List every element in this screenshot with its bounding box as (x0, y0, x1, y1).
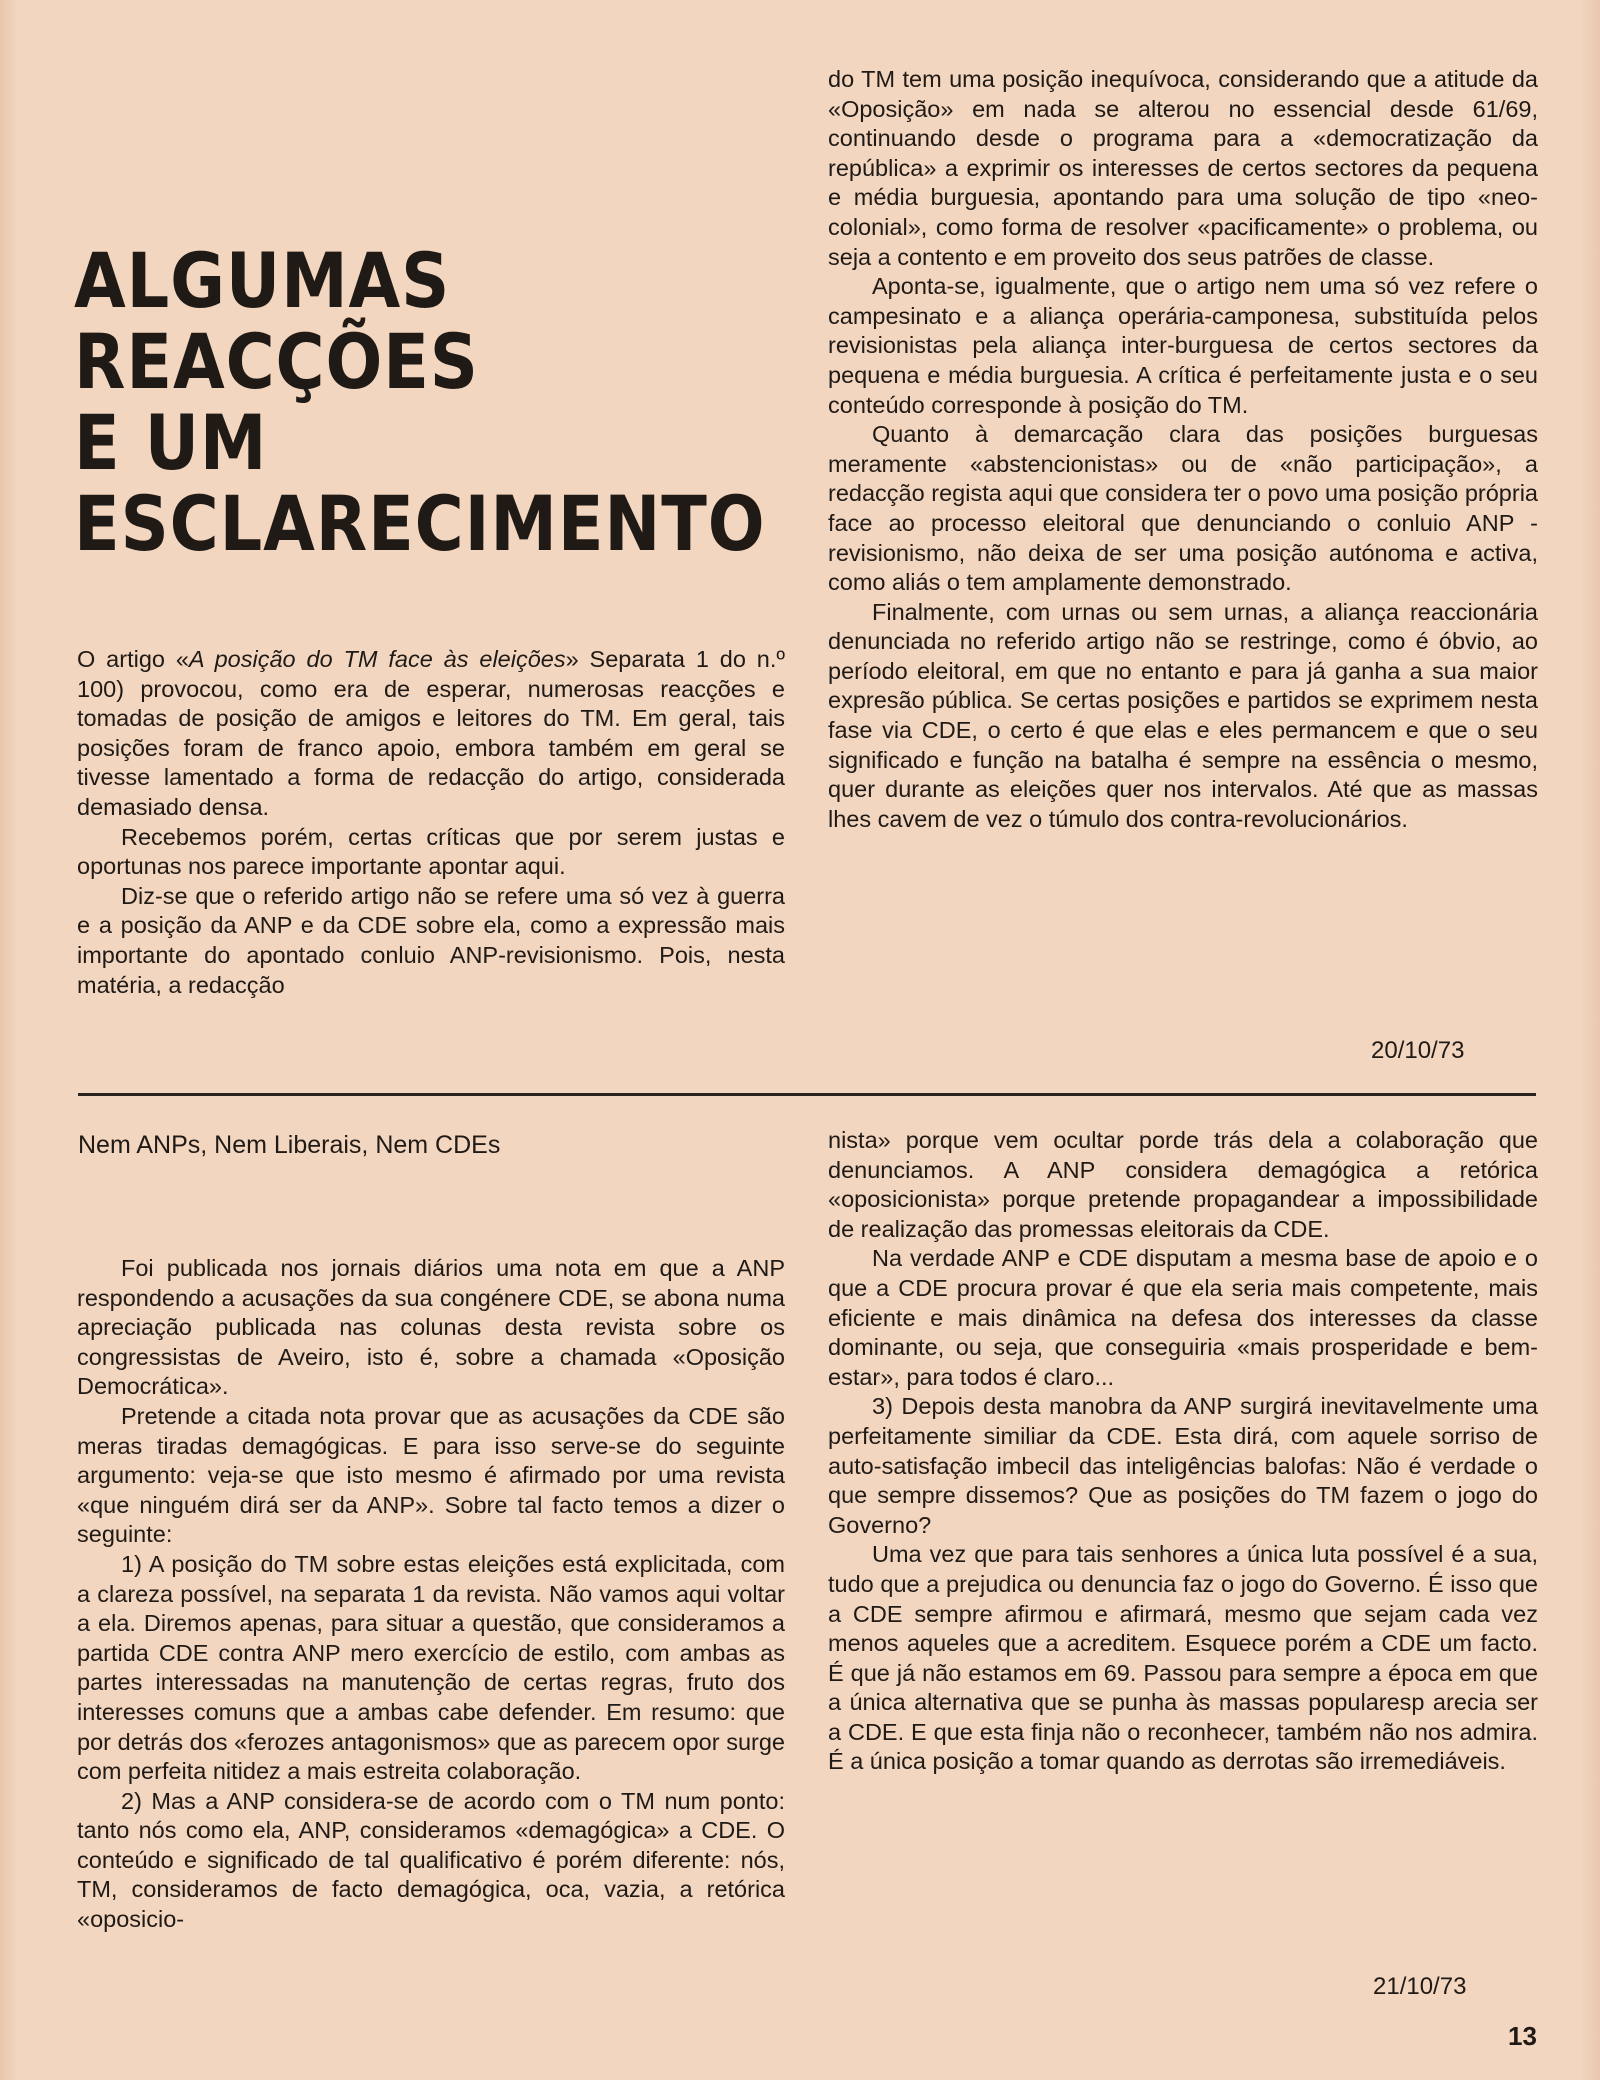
headline-line: REACÇÕES (74, 317, 479, 406)
article2-date: 21/10/73 (1373, 1973, 1467, 2000)
paragraph: Quanto à demarcação clara das posições burguesas meramente «abstencionistas» ou de «não participação», a redacção regista aqui que considera ter o povo uma posição própria face ao processo eleitoral que denunciando o conluio ANP - revisionismo, não deixa de ser uma posição autónoma e activa, como aliás o tem amplamente demonstrado. (828, 421, 1538, 596)
paragraph: Pretende a citada nota provar que as acusações da CDE são meras tiradas demagógicas. E para isso serve-se do seguinte argumento: veja-se que isto mesmo é afirmado por uma revista «que ninguém dirá ser da ANP». Sobre tal facto temos a dizer o seguinte: (77, 1402, 785, 1548)
article1-right-column (828, 65, 1538, 834)
section-divider (78, 1093, 1536, 1096)
paragraph: Foi publicada nos jornais diários uma nota em que a ANP respondendo a acusações da sua congénere CDE, se abona numa apreciação publicada nas colunas desta revista sobre os congressistas de Aveiro, isto é, sobre a chamada «Oposição Democrática». (77, 1255, 785, 1400)
paragraph: nista» porque vem ocultar porde trás dela a colaboração que denunciamos. A ANP considera demagógica a retórica «oposicionista» porque pretende propagandear a impossibilidade de realização das promessas eleitorais da CDE. (828, 1127, 1538, 1242)
article-headline (74, 236, 766, 568)
paragraph: do TM tem uma posição inequívoca, considerando que a atitude da «Oposição» em nada se alterou no essencial desde 61/69, continuando desde o programa para a «democratização da república» a exprimir os interesses de certos sectores da pequena e média burguesia, apontando para uma solução de tipo «neo-colonial», como forma de resolver «pacificamente» o problema, ou seja a contento e em proveito dos seus patrões de classe. (828, 66, 1538, 270)
article2-right-column (828, 1126, 1538, 1777)
page-number: 13 (1508, 2021, 1537, 2051)
article1-left-column (77, 645, 785, 1000)
paragraph: Finalmente, com urnas ou sem urnas, a aliança reaccionária denunciada no referido artigo não se restringe, como é óbvio, ao período eleitoral, em que no entanto e para já ganha a sua maior expresão pública. Se certas posições e partidos se exprimem nesta fase via CDE, o certo é que elas e eles permancem e que o seu significado e função na batalha é sempre na essência o mesmo, quer durante as eleições quer nos intervalos. Até que as massas lhes cavem de vez o túmulo dos contra-revolucionários. (828, 598, 1538, 832)
headline-line: ALGUMAS (74, 236, 451, 325)
paragraph: O artigo «A posição do TM face às eleições» Separata 1 do n.º 100) provocou, como era de esperar, numerosas reacções e tomadas de posição de amigos e leitores do TM. Em geral, tais posições foram de franco apoio, embora também em geral se tivesse lamentado a forma de redacção do artigo, considerada demasiado densa. (77, 646, 785, 820)
paragraph: Aponta-se, igualmente, que o artigo nem uma só vez refere o campesinato e a aliança operária-camponesa, substituída pelos revisionistas pela aliança inter-burguesa de certos sectores da pequena e média burguesia. A crítica é perfeitamente justa e o seu conteúdo corresponde à posição do TM. (828, 273, 1538, 418)
paragraph: 3) Depois desta manobra da ANP surgirá inevitavelmente uma perfeitamente similiar da CDE. Esta dirá, com aquele sorriso de auto-satisfação imbecil das inteligências balofas: Não é verdade o que sempre dissemos? Que as posições do TM fazem o jogo do Governo? (828, 1393, 1538, 1538)
paragraph: 2) Mas a ANP considera-se de acordo com o TM num ponto: tanto nós como ela, ANP, consideramos «demagógica» a CDE. O conteúdo e significado de tal qualificativo é porém diferente: nós, TM, consideramos de facto demagógica, oca, vazia, a retórica «oposicio- (77, 1787, 785, 1933)
paragraph: Uma vez que para tais senhores a única luta possível é a sua, tudo que a prejudica ou denuncia faz o jogo do Governo. É isso que a CDE sempre afirmou e afirmará, mesmo que sejam cada vez menos aqueles que a acreditem. Esquece porém a CDE um facto. É que já não estamos em 69. Passou para sempre a época em que a única alternativa que se punha às massas popularesp arecia ser a CDE. E que esta finja não o reconhecer, também não nos admira. É a única posição a tomar quando as derrotas são irremediáveis. (828, 1541, 1538, 1775)
paragraph: Na verdade ANP e CDE disputam a mesma base de apoio e o que a CDE procura provar é que ela seria mais competente, mais eficiente e mais dinâmica na defesa dos interesses da classe dominante, ou seja, que conseguiria «mais prosperidade e bem-estar», para todos é claro... (828, 1245, 1538, 1390)
article1-date: 20/10/73 (1371, 1037, 1465, 1064)
paragraph: Diz-se que o referido artigo não se refere uma só vez à guerra e a posição da ANP e da CDE sobre ela, como a expressão mais importante do apontado conluio ANP-revisionismo. Pois, nesta matéria, a redacção (77, 882, 785, 998)
headline-line: ESCLARECIMENTO (74, 479, 766, 568)
article2-left-column (77, 1254, 785, 1935)
paragraph: 1) A posição do TM sobre estas eleições está explicitada, com a clareza possível, na separata 1 da revista. Não vamos aqui voltar a ela. Diremos apenas, para situar a questão, que consideramos a partida CDE contra ANP mero exercício de estilo, com ambas as partes interessadas na manutenção de certas regras, fruto dos interesses comuns que a ambas cabe defender. Em resumo: que por detrás dos «ferozes antagonismos» que as parecem opor surge com perfeita nitidez a mais estreita colaboração. (77, 1550, 785, 1785)
paragraph: Recebemos porém, certas críticas que por serem justas e oportunas nos parece importante apontar aqui. (77, 823, 785, 880)
article2-title: Nem ANPs, Nem Liberais, Nem CDEs (78, 1131, 501, 1159)
headline-line: E UM (74, 398, 268, 487)
